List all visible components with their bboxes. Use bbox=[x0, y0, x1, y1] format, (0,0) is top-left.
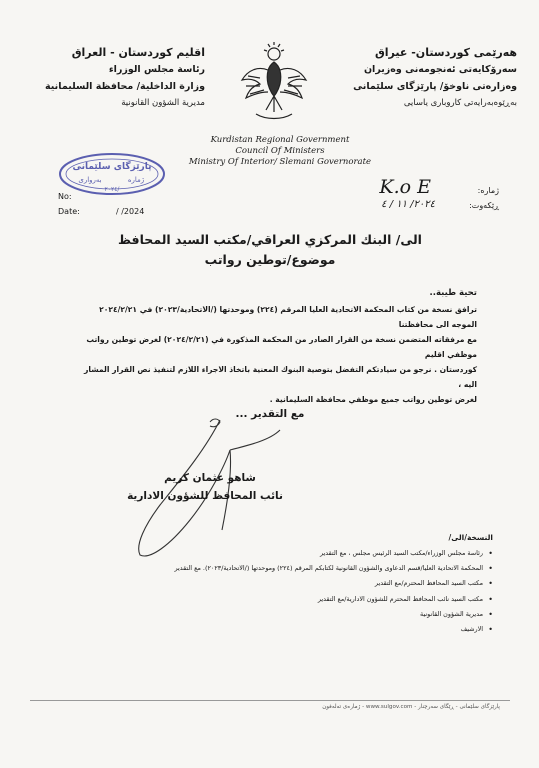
header-kurdish bbox=[327, 44, 517, 112]
footer-divider bbox=[30, 700, 510, 701]
header-ar-line3: وزارة الداخلية/ محافظة السليمانية bbox=[45, 81, 205, 92]
krg-line1: Kurdistan Regional Government bbox=[210, 135, 350, 145]
greeting: تحية طيبة.. bbox=[429, 288, 477, 298]
header-ku-line3: وەزارەتی ناوخۆ/ پارێزگای سلێمانی bbox=[353, 81, 517, 92]
cc-item: • مكتب السيد المحافظ المحترم/مع التقدير bbox=[73, 576, 493, 591]
ref-date-ku-label: ڕێکەوت: bbox=[469, 201, 499, 210]
krg-line3: Ministry Of Interior/ Slemani Governorate bbox=[188, 157, 372, 167]
body-line1: ترافق نسخة من كتاب المحكمة الاتحادية العليا المرقم (٢٢٤) وموحدتها (/الاتحادية/٢٠٢٣) في ٢٠٢٤/٢/٢١ الموجه الى محافظتنا bbox=[99, 305, 477, 329]
signer-title: نائب المحافظ للشؤون الادارية bbox=[127, 490, 283, 502]
cc-item: • مكتب السيد نائب المحافظ المحترم للشؤون الادارية/مع التقدير bbox=[73, 592, 493, 607]
header-ku-line4: بەڕێوەبەرایەتی کاروباری یاسایی bbox=[403, 98, 517, 108]
header-arabic bbox=[20, 44, 205, 112]
body-line2: مع مرفقاته المتضمن نسخة من القرار الصادر من المحكمة المذكورة في (٢٠٢٤/٢/٢١) لغرض توطين رواتب موظفي اقليم bbox=[86, 335, 477, 359]
body-line3: كوردستان . نرجو من سيادتكم التفضل بتوصية البنوك المعنية باتخاذ الاجراء اللازم لتنفيذ نص القرار المشار اليه ، bbox=[83, 365, 477, 389]
ref-number-value: K.o E bbox=[379, 176, 431, 198]
header-ar-line4: مديرية الشؤون القانونية bbox=[121, 98, 205, 108]
ref-date-value: / /2024 bbox=[116, 207, 145, 216]
cc-item: • مديرية الشؤون القانونية bbox=[73, 607, 493, 622]
krg-eagle-emblem-icon bbox=[238, 40, 310, 124]
cc-list bbox=[73, 546, 493, 637]
stamp-date: ٢٠٢٤/ bbox=[104, 186, 120, 193]
stamp-line1: پارێزگای سلێمانی bbox=[72, 162, 152, 172]
header-ku-line1: هەرێمی کوردستان- عیراق bbox=[374, 46, 517, 59]
ref-number-label: ژمارە: bbox=[477, 186, 499, 195]
official-stamp bbox=[58, 152, 166, 196]
cc-item: • المحكمة الاتحادية العليا/قسم الدعاوى والشؤون القانونية لكتابكم المرقم (٢٢٤) وموحدتها (/الاتحادية/٢٠٢٣). مع التقدير bbox=[73, 561, 493, 576]
closing-thanks: مع التقدير ... bbox=[235, 408, 305, 420]
cc-item: • الارشيف bbox=[73, 622, 493, 637]
ref-no-label: No: bbox=[58, 192, 72, 201]
subject-line: موضوع/توطين رواتب bbox=[204, 252, 336, 267]
header-ar-line2: رئاسة مجلس الوزراء bbox=[108, 64, 205, 75]
recipient-line: الى/ البنك المركزي العراقي/مكتب السيد المحافظ bbox=[118, 232, 422, 247]
krg-english-header bbox=[170, 135, 390, 168]
letter-body bbox=[77, 302, 477, 407]
stamp-line3: بەرواری bbox=[78, 176, 102, 184]
header-ar-line1: اقليم كوردستان - العراق bbox=[71, 46, 205, 59]
body-line4: لغرض توطين رواتب جميع موظفي محافظة السليمانية . bbox=[269, 395, 477, 404]
header-ku-line2: سەرۆکایەتی ئەنجومەنی وەزیران bbox=[363, 64, 517, 75]
stamp-line2: ژمارە bbox=[127, 176, 145, 184]
cc-title: النسخة/الى/ bbox=[448, 533, 493, 542]
signer-name: شاهو عثمان كريم bbox=[164, 472, 256, 484]
footer-contact: پارێزگای سلێمانی - ڕێگای سەرچنار - www.sulgov.com - ژمارەی تەلەفون bbox=[322, 704, 500, 710]
krg-line2: Council Of Ministers bbox=[235, 146, 325, 156]
ref-date-label: Date: bbox=[58, 207, 80, 216]
ref-date-ku-value: ٢٠٢٤/ ١١ / ٤ bbox=[381, 199, 435, 210]
cc-item: • رئاسة مجلس الوزراء/مكتب السيد الرئيس مجلس ، مع التقدير bbox=[73, 546, 493, 561]
